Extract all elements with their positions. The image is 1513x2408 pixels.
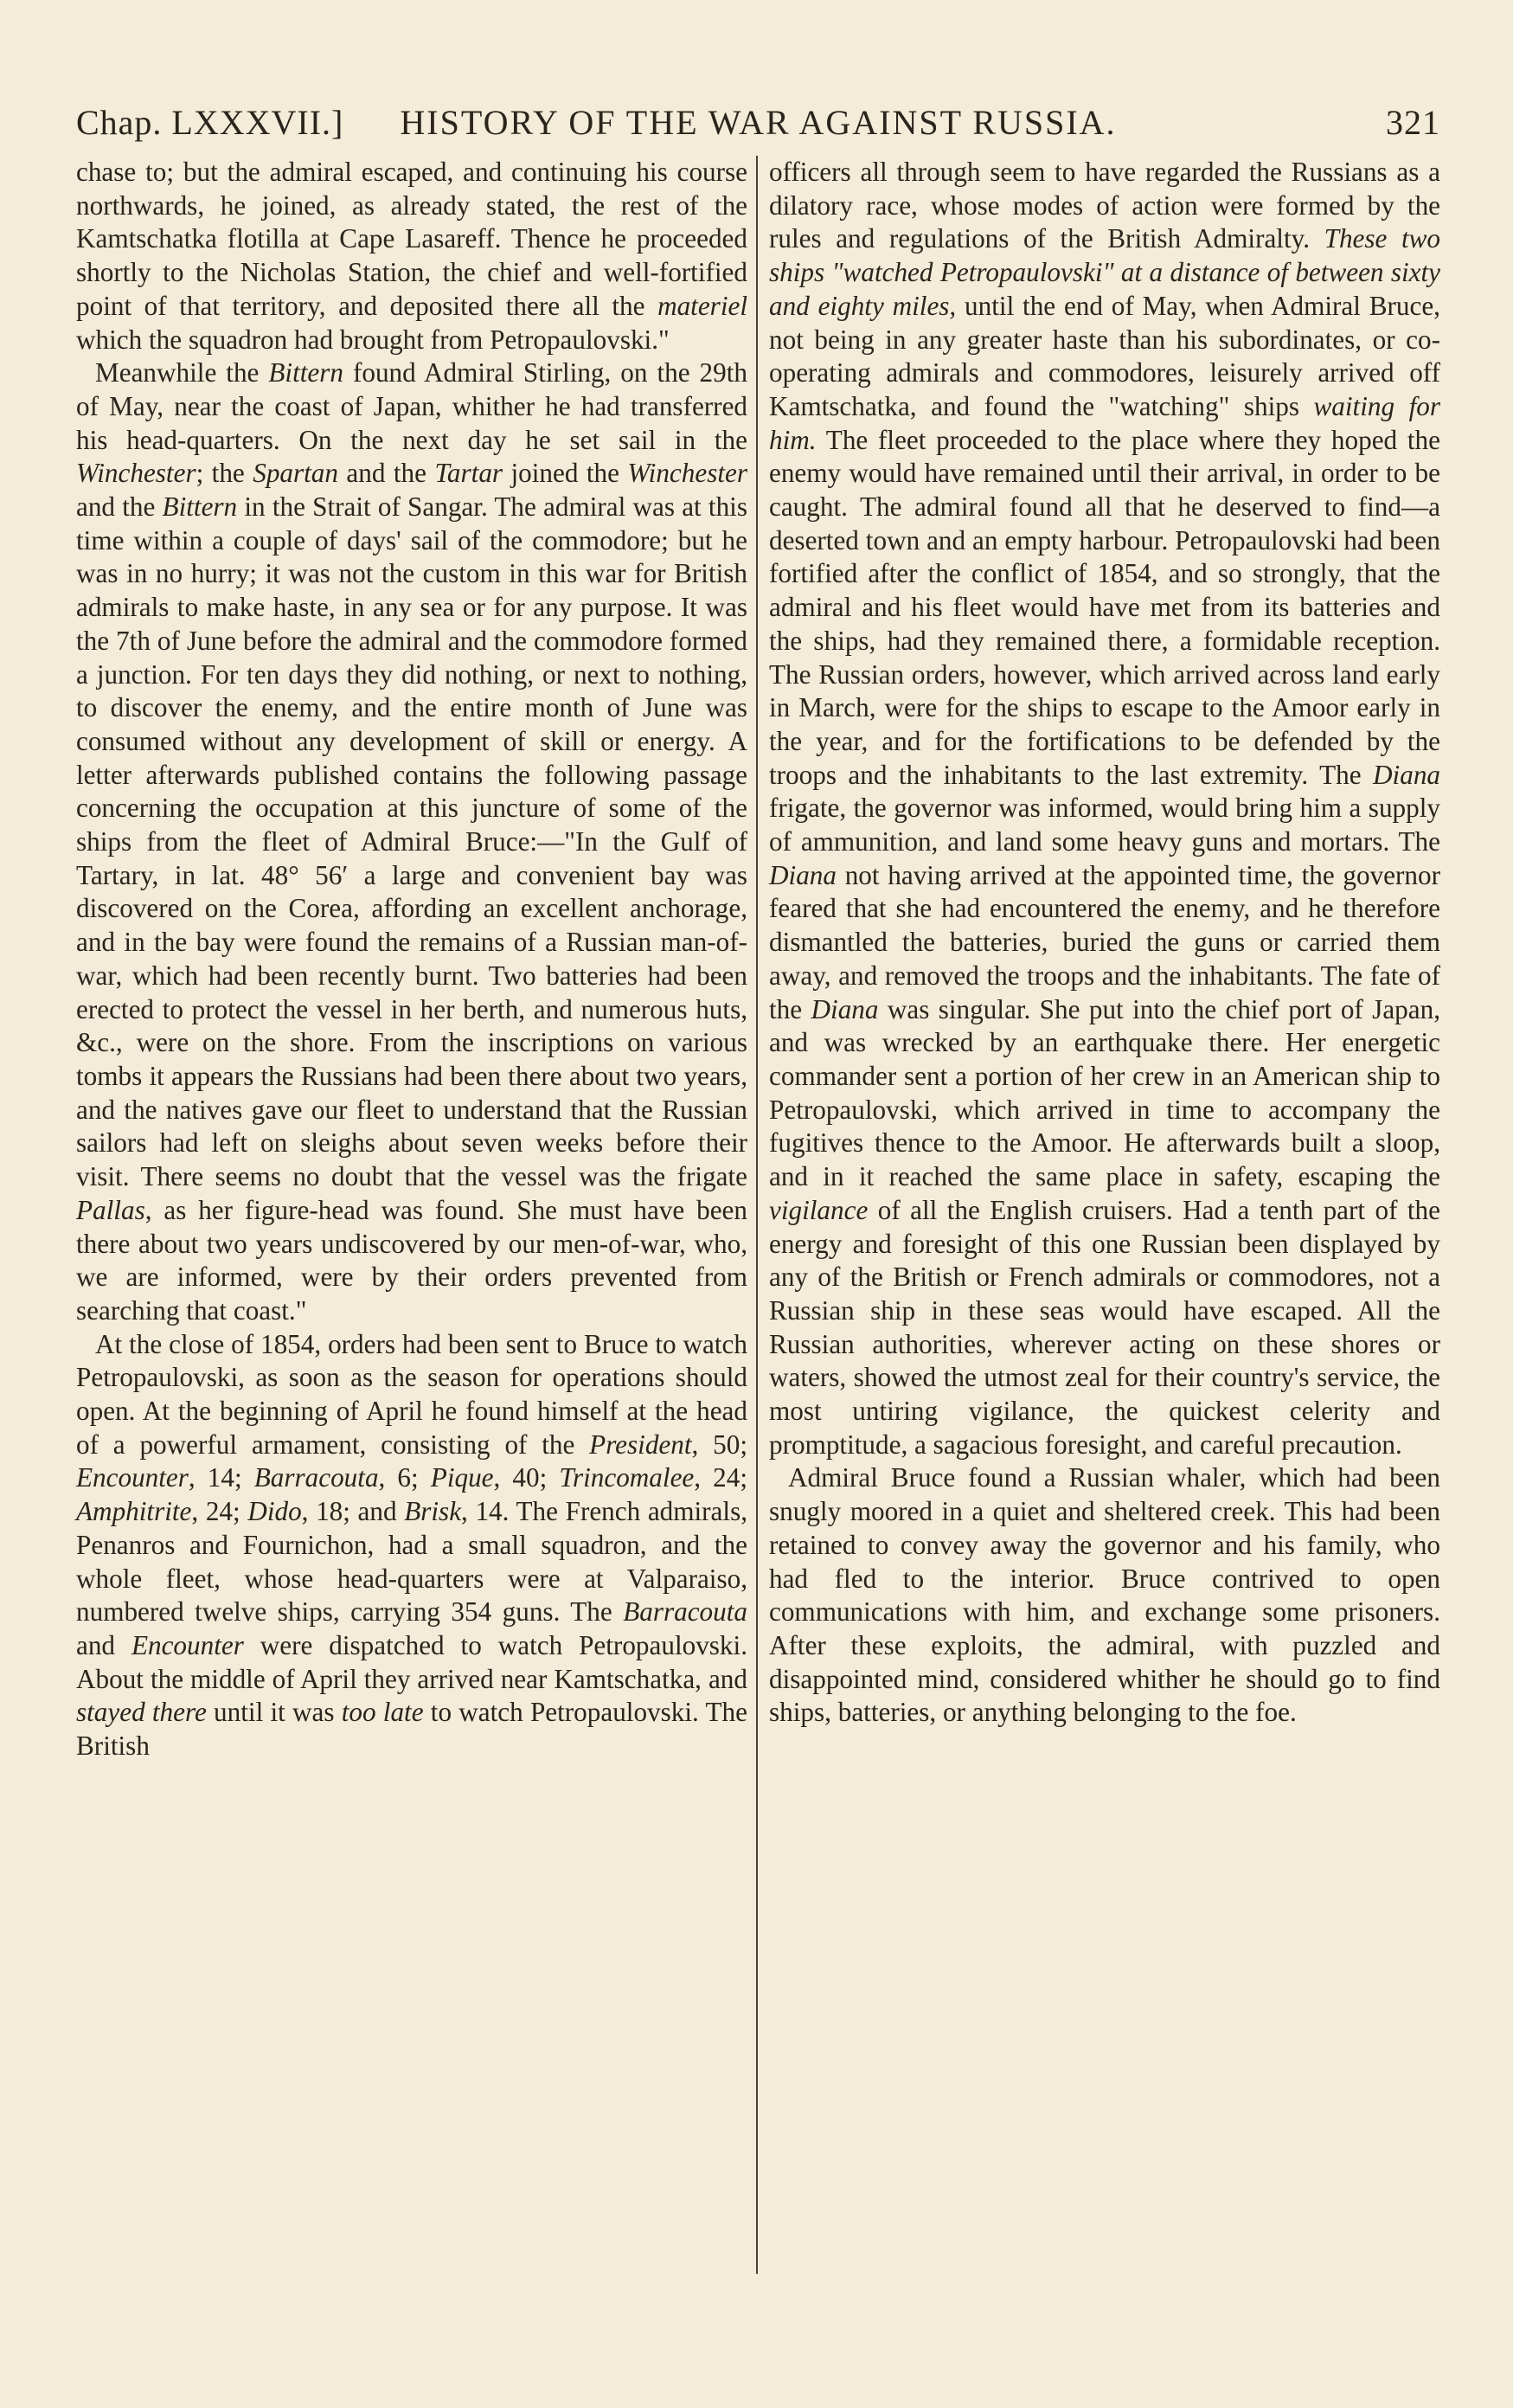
paragraph: officers all through seem to have regarded the Russians as a dilatory race, whose modes of action were formed by the rules and regulations of the British Admiralty. These two ships "watched Petropaulovski" at a distance of between sixty and eighty miles, until the end of May, when Admiral Bruce, not being in any greater haste than his subordinates, or co-operating admirals and commodores, leisurely arrived off Kamtschatka, and found the "watching" ships waiting for him. The fleet proceeded to the place where they hoped the enemy would have remained until their arrival, in order to be caught. The admiral found all that he deserved to find—a deserted town and an empty harbour. Petropaulovski had been fortified after the conflict of 1854, and so strongly, that the admiral and his fleet would have met from its batteries and the ships, had they remained there, a formidable reception. The Russian orders, however, which arrived across land early in March, were for the ships to escape to the Amoor early in the year, and for the fortifications to be defended by the troops and the inhabitants to the last extremity. The Diana frigate, the governor was informed, would bring him a supply of ammunition, and land some heavy guns and mortars. The Diana not having arrived at the appointed time, the governor feared that she had encountered the enemy, and he therefore dismantled the batteries, buried the guns or carried them away, and removed the troops and the inhabitants. The fate of the Diana was singular. She put into the chief port of Japan, and was wrecked by an earthquake there. Her energetic commander sent a portion of her crew in an American ship to Petropaulovski, which arrived in time to accompany the fugitives thence to the Amoor. He afterwards built a sloop, and in it reached the same place in safety, escaping the vigilance of all the English cruisers. Had a tenth part of the energy and foresight of this one Russian been displayed by any of the British or French admirals or commodores, not a Russian ship in these seas would have escaped. All the Russian authorities, wherever acting on these shores or waters, showed the utmost zeal for their country's service, the most untiring vigilance, the quickest celerity and promptitude, a sagacious foresight, and careful precaution.: [769, 157, 1441, 1460]
column-divider: [756, 156, 758, 2274]
running-head: [76, 102, 1440, 144]
right-column: [769, 156, 1440, 1730]
paragraph: Meanwhile the Bittern found Admiral Stirling, on the 29th of May, near the coast of Japan, whither he had transferred his head-quarters. On the next day he set sail in the Winchester; the Spartan and the Tartar joined the Winchester and the Bittern in the Strait of Sangar. The admiral was at this time within a couple of days' sail of the commodore; but he was in no hurry; it was not the custom in this war for British admirals to make haste, in any sea or for any purpose. It was the 7th of June before the admiral and the commodore formed a junction. For ten days they did nothing, or next to nothing, to discover the enemy, and the entire month of June was consumed without any development of skill or energy. A letter afterwards published contains the following passage concerning the occupation at this juncture of some of the ships from the fleet of Admiral Bruce:—"In the Gulf of Tartary, in lat. 48° 56′ a large and convenient bay was discovered on the Corea, affording an excellent anchorage, and in the bay were found the remains of a Russian man-of-war, which had been recently burnt. Two batteries had been erected to protect the vessel in her berth, and numerous huts, &c., were on the shore. From the inscriptions on various tombs it appears the Russians had been there about two years, and the natives gave our fleet to understand that the Russian sailors had left on sleighs about seven weeks before their visit. There seems no doubt that the vessel was the frigate Pallas, as her figure-head was found. She must have been there about two years undiscovered by our men-of-war, who, we are informed, were by their orders prevented from searching that coast.": [76, 357, 747, 1326]
paragraph: chase to; but the admiral escaped, and continuing his course northwards, he joined, as already stated, the rest of the Kamtschatka flotilla at Cape Lasareff. Thence he proceeded shortly to the Nicholas Station, the chief and well-fortified point of that territory, and deposited there all the materiel which the squadron had brought from Petropaulovski.": [76, 157, 747, 355]
chapter-label: Chap. LXXXVII.]: [76, 103, 344, 142]
page-number: 321: [1386, 103, 1440, 142]
book-title: HISTORY OF THE WAR AGAINST RUSSIA.: [400, 103, 1117, 142]
paragraph: At the close of 1854, orders had been sent to Bruce to watch Petropaulovski, as soon as the season for operations should open. At the beginning of April he found himself at the head of a powerful armament, consisting of the President, 50; Encounter, 14; Barracouta, 6; Pique, 40; Trincomalee, 24; Amphitrite, 24; Dido, 18; and Brisk, 14. The French admirals, Penanros and Fournichon, had a small squadron, and the whole fleet, whose head-quarters were at Valparaiso, numbered twelve ships, carrying 354 guns. The Barracouta and Encounter were dispatched to watch Petropaulovski. About the middle of April they arrived near Kamtschatka, and stayed there until it was too late to watch Petropaulovski. The British: [76, 1328, 747, 1762]
paragraph: Admiral Bruce found a Russian whaler, which had been snugly moored in a quiet and sheltered creek. This had been retained to convey away the governor and his family, who had fled to the interior. Bruce contrived to open communications with him, and exchange some prisoners. After these exploits, the admiral, with puzzled and disappointed mind, considered whither he should go to find ships, batteries, or anything belonging to the foe.: [769, 1462, 1440, 1728]
left-column: [76, 156, 747, 1763]
